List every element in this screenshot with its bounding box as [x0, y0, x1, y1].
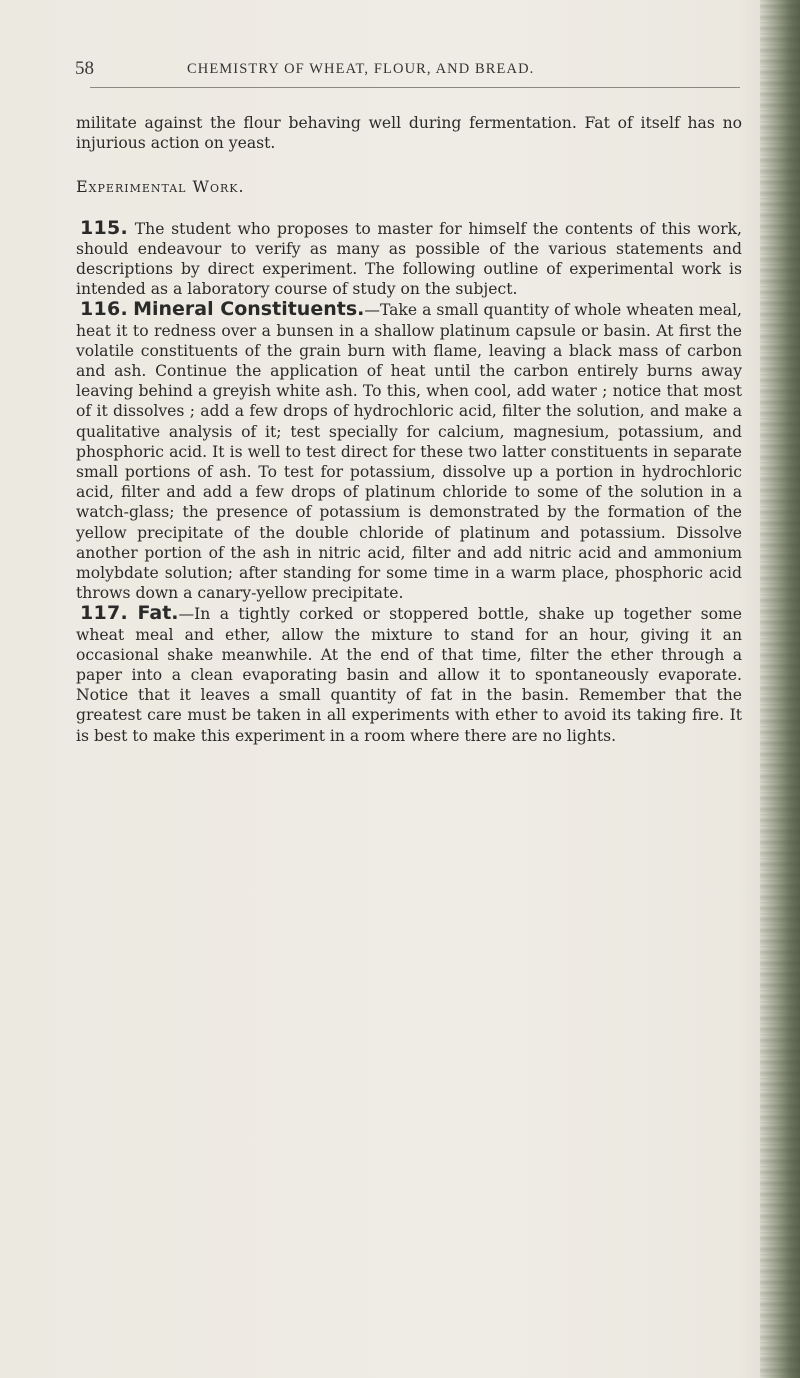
paragraph-text: —In a tightly corked or stoppered bottle, shake up together some wheat meal and ether, allow the mixture to stand for an hour, giving it an occasional shake meanwhile. At the end of that time, filter the ether through a paper into a clean evaporating basin and allow it to spontaneously evaporate. Notice that it leaves a small quantity of fat in the basin. Remember that the greatest care must be taken in all experiments with ether to avoid its taking fire. It is best to make this experiment in a room where there are no lights.	[76, 605, 742, 745]
lead-paragraph: militate against the flour behaving well during fermentation. Fat of itself has no injurious action on yeast.	[76, 114, 742, 153]
paragraph-heading: Mineral Constituents.	[133, 298, 365, 321]
paragraph-number: 115.	[80, 216, 129, 239]
paragraph-number: 117.	[80, 602, 129, 625]
paragraph-117	[76, 603, 742, 745]
page-number: 58	[75, 58, 94, 79]
paragraph-text: —Take a small quantity of whole wheaten meal, heat it to redness over a bunsen in a shallow platinum capsule or basin. At first the volatile constituents of the grain burn with flame, leaving a black mass of carbon and ash. Continue the application of heat until the carbon entirely burns away leaving behind a greyish white ash. To this, when cool, add water ; notice that most of it dissolves ; add a few drops of hydrochloric acid, filter the solution, and make a qualitative analysis of it; test specially for calcium, magnesium, potassium, and phosphoric acid. It is well to test direct for these two latter constituents in separate small portions of ash. To test for potassium, dissolve up a portion in hydrochloric acid, filter and add a few drops of platinum chloride to some of the solution in a watch-glass; the presence of potassium is demonstrated by the formation of the yellow precipitate of the double chloride of platinum and potassium. Dissolve another portion of the ash in nitric acid, filter and add nitric acid and ammonium molybdate solution; after standing for some time in a warm place, phosphoric acid throws down a canary-yellow precipitate.	[76, 301, 742, 603]
paragraph-heading: Fat.	[137, 602, 179, 625]
section-heading: Experimental Work.	[76, 177, 245, 197]
paragraph-number: 116.	[80, 298, 129, 321]
page-edge-binding	[760, 0, 800, 1378]
running-head	[75, 58, 745, 86]
paragraph-116	[76, 299, 742, 603]
header-rule	[90, 87, 740, 88]
body-text	[76, 113, 742, 746]
paragraph-text: The student who proposes to master for himself the contents of this work, should endeavour to verify as many as possible of the various statements and descriptions by direct experiment. The following outline of experimental work is intended as a laboratory course of study on the subject.	[76, 219, 742, 299]
paragraph-115	[76, 218, 742, 300]
running-title: CHEMISTRY OF WHEAT, FLOUR, AND BREAD.	[187, 61, 535, 77]
